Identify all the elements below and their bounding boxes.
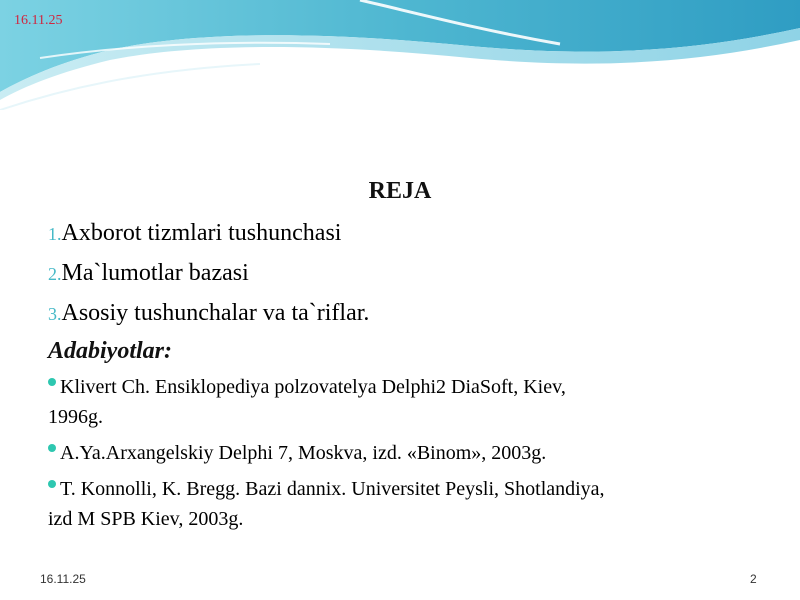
- literature-item-text: Klivert Ch. Ensiklopediya polzovatelya Delphi2 DiaSoft, Kiev,: [60, 376, 566, 398]
- literature-item-text: T. Konnolli, K. Bregg. Bazi dannix. Universitet Peysli, Shotlandiya,: [60, 478, 605, 500]
- slide-title: REJA: [368, 178, 432, 204]
- literature-heading: Adabiyotlar:: [48, 338, 172, 364]
- bullet-icon: [48, 378, 56, 386]
- literature-item: [48, 372, 748, 432]
- literature-item-text-cont: 1996g.: [48, 406, 103, 428]
- header-date: 16.11.25: [14, 13, 63, 28]
- plan-list: [48, 216, 768, 336]
- plan-item: [48, 256, 768, 296]
- bullet-icon: [48, 444, 56, 452]
- footer-date: 16.11.25: [40, 572, 86, 586]
- plan-item-text: Ma`lumotlar bazasi: [61, 260, 249, 286]
- literature-list: [48, 372, 748, 540]
- page-number: 2: [750, 572, 757, 586]
- plan-item-number: 1.: [48, 224, 62, 244]
- plan-item: [48, 216, 768, 256]
- plan-item-text: Axborot tizmlari tushunchasi: [61, 220, 342, 246]
- literature-item: [48, 438, 748, 468]
- plan-item-text: Asosiy tushunchalar va ta`riflar.: [61, 300, 370, 326]
- header-wave-decoration: [0, 0, 800, 110]
- plan-item: [48, 296, 768, 336]
- literature-item-text-cont: izd M SPB Kiev, 2003g.: [48, 508, 244, 530]
- plan-item-number: 3.: [48, 304, 62, 324]
- literature-item: [48, 474, 748, 534]
- bullet-icon: [48, 480, 56, 488]
- plan-item-number: 2.: [48, 264, 62, 284]
- literature-item-text: A.Ya.Arxangelskiy Delphi 7, Moskva, izd. «Binom», 2003g.: [60, 442, 547, 464]
